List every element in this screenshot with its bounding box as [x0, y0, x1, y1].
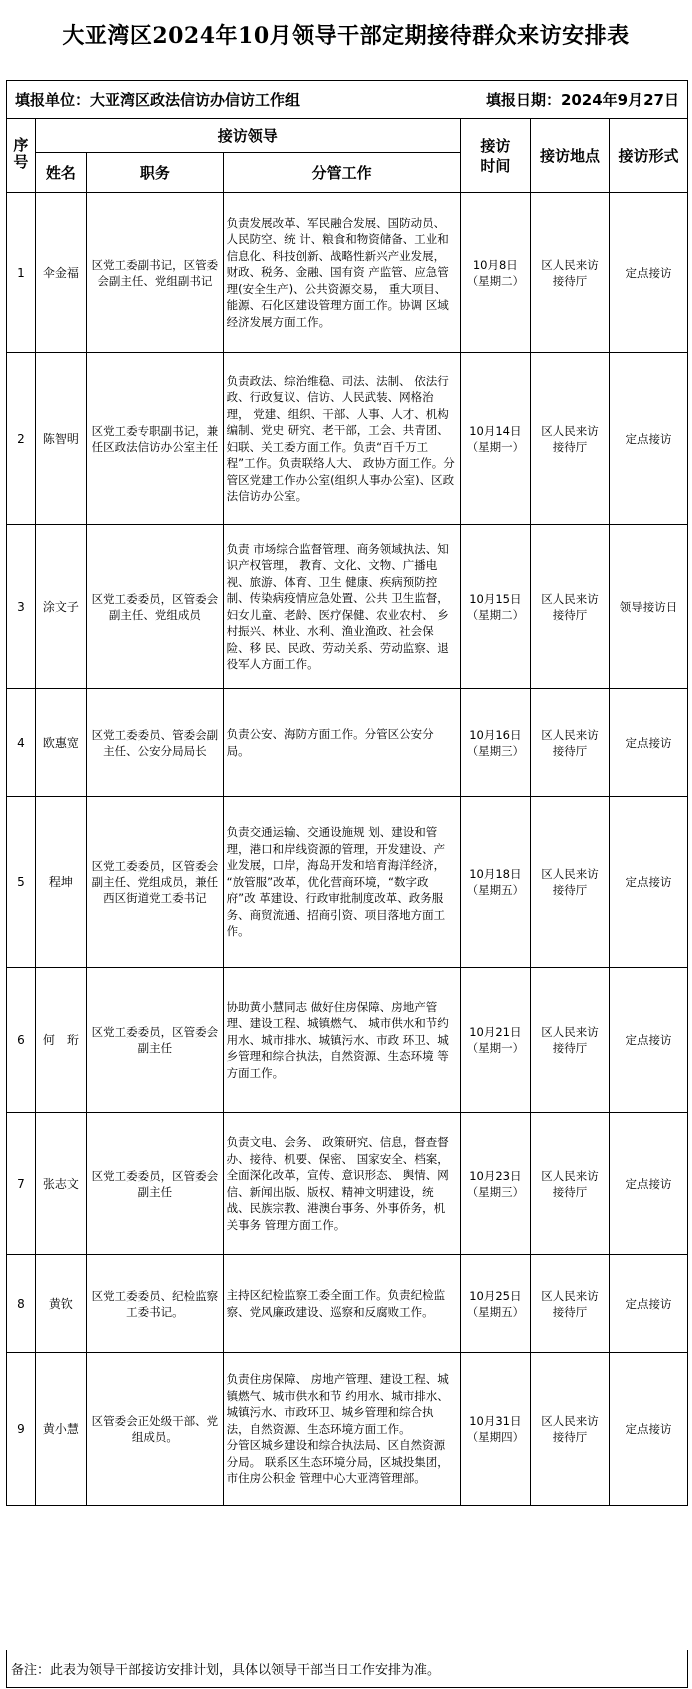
header-index: 序号 — [7, 119, 36, 193]
visit-place: 区人民来访接待厅 — [531, 1353, 610, 1506]
footnote: 备注：此表为领导干部接访安排计划，具体以领导干部当日工作安排为准。 — [6, 1650, 688, 1688]
leader-name: 何 珩 — [35, 968, 86, 1113]
leader-position: 区管委会正处级干部、党组成员。 — [87, 1353, 224, 1506]
visit-form: 定点接访 — [610, 968, 688, 1113]
leader-name: 伞金福 — [35, 193, 86, 353]
visit-time: 10月8日（星期二） — [460, 193, 530, 353]
table-row — [7, 968, 688, 1113]
leader-position: 区党工委专职副书记，兼任区政法信访办公室主任 — [87, 353, 224, 525]
table-row — [7, 1255, 688, 1353]
duty-description: 负责交通运输、交通设施规 划、建设和管理，港口和岸线资源的管理，开发建设、产业发展，口岸，海岛开发和培育海洋经济， “放管服”改革，优化营商环境，“数字政府”改 革建设、行政审批制度改革、政务服务、商贸流通、招商引资、项目落地方面工作。 — [223, 797, 460, 968]
visit-time: 10月31日（星期四） — [460, 1353, 530, 1506]
visit-form: 定点接访 — [610, 1353, 688, 1506]
leader-position: 区党工委委员，区管委会副主任、党组成员，兼任西区街道党工委书记 — [87, 797, 224, 968]
visit-time: 10月16日（星期三） — [460, 689, 530, 797]
page-title: 大亚湾区2024年10月领导干部定期接待群众来访安排表 — [62, 22, 630, 49]
table-row — [7, 525, 688, 689]
visit-place: 区人民来访接待厅 — [531, 689, 610, 797]
visit-place: 区人民来访接待厅 — [531, 1255, 610, 1353]
row-index: 3 — [7, 525, 36, 689]
duty-description: 负责公安、海防方面工作。分管区公安分局。 — [223, 689, 460, 797]
leader-position: 区党工委委员，区管委会副主任 — [87, 1113, 224, 1255]
leader-name: 张志文 — [35, 1113, 86, 1255]
row-index: 2 — [7, 353, 36, 525]
visit-time: 10月25日（星期五） — [460, 1255, 530, 1353]
header-leader-group: 接访领导 — [35, 119, 460, 153]
leader-position: 区党工委委员，区管委会副主任、党组成员 — [87, 525, 224, 689]
row-index: 1 — [7, 193, 36, 353]
header-place: 接访地点 — [531, 119, 610, 193]
row-index: 5 — [7, 797, 36, 968]
leader-name: 涂文子 — [35, 525, 86, 689]
report-unit: 填报单位：大亚湾区政法信访办信访工作组 — [15, 91, 301, 109]
header-position: 职务 — [87, 153, 224, 193]
leader-position: 区党工委委员、管委会副主任、公安分局局长 — [87, 689, 224, 797]
duty-description: 协助黄小慧同志 做好住房保障、房地产管理、建设工程、城镇燃气、 城市供水和节约用水、城市排水、城镇污水、市政 环卫、城乡管理和综合执法，自然资源、生态环境 等方面工作。 — [223, 968, 460, 1113]
visit-place: 区人民来访接待厅 — [531, 525, 610, 689]
visit-form: 定点接访 — [610, 1113, 688, 1255]
leader-name: 黄小慧 — [35, 1353, 86, 1506]
visit-time: 10月18日（星期五） — [460, 797, 530, 968]
visit-form: 定点接访 — [610, 797, 688, 968]
duty-description: 负责 市场综合监督管理、商务领域执法、知识产权管理， 教育、文化、文物、广播电视、旅游、体育、卫生 健康、疾病预防控制、传染病疫情应急处置、公共 卫生监督，妇女儿童、老龄、医疗保健、农业农村、 乡村振兴、林业、水利、渔业渔政、社会保险、移 民、民政、劳动关系、劳动监察、退役军人方面工作。 — [223, 525, 460, 689]
table-row — [7, 1113, 688, 1255]
visit-form: 定点接访 — [610, 353, 688, 525]
visit-time: 10月14日（星期一） — [460, 353, 530, 525]
duty-description: 负责政法、综治维稳、司法、法制、 依法行政、行政复议、信访、人民武装、网格治理， 党建、组织、干部、人事、人才、机构编制、党史 研究、老干部，工会、共青团、妇联、关工委方面工作。负责“百千万工程”工作。负责联络人大、 政协方面工作。分管区党建工作办公室(组织人事办公室)、区政 法信访办公室。 — [223, 353, 460, 525]
table-row — [7, 797, 688, 968]
table-row — [7, 1353, 688, 1506]
visit-form: 定点接访 — [610, 1255, 688, 1353]
visit-place: 区人民来访接待厅 — [531, 353, 610, 525]
schedule-table — [6, 118, 688, 1506]
visit-time: 10月21日（星期一） — [460, 968, 530, 1113]
table-row — [7, 193, 688, 353]
duty-description: 负责文电、会务、 政策研究、信息，督查督办、接待、机要、保密、 国家安全、档案，全面深化改革，宣传、意识形态、 舆情、网信、新闻出版、版权、精神文明建设，统 战、民族宗教、港澳台事务、外事侨务，机关事务 管理方面工作。 — [223, 1113, 460, 1255]
visit-form: 定点接访 — [610, 689, 688, 797]
row-index: 8 — [7, 1255, 36, 1353]
row-index: 4 — [7, 689, 36, 797]
leader-position: 区党工委委员，区管委会副主任 — [87, 968, 224, 1113]
leader-position: 区党工委委员、纪检监察工委书记。 — [87, 1255, 224, 1353]
row-index: 6 — [7, 968, 36, 1113]
leader-name: 欧惠宽 — [35, 689, 86, 797]
table-row — [7, 353, 688, 525]
visit-form: 定点接访 — [610, 193, 688, 353]
report-info-bar — [6, 80, 688, 118]
visit-time: 10月15日（星期二） — [460, 525, 530, 689]
leader-name: 程坤 — [35, 797, 86, 968]
visit-place: 区人民来访接待厅 — [531, 797, 610, 968]
leader-name: 陈智明 — [35, 353, 86, 525]
visit-time: 10月23日（星期三） — [460, 1113, 530, 1255]
header-time: 接访时间 — [460, 119, 530, 193]
header-name: 姓名 — [35, 153, 86, 193]
visit-place: 区人民来访接待厅 — [531, 193, 610, 353]
visit-form: 领导接访日 — [610, 525, 688, 689]
report-date: 填报日期：2024年9月27日 — [485, 91, 679, 109]
duty-description: 负责住房保障、 房地产管理、建设工程、城镇燃气、城市供水和节 约用水、城市排水、城镇污水、市政环卫、城乡管理和综合执法，自然资源、生态环境方面工作。 分管区城乡建设和综合执法局、区自然资源分局。 联系区生态环境分局，区城投集团，市住房公积金 管理中心大亚湾管理部。 — [223, 1353, 460, 1506]
visit-place: 区人民来访接待厅 — [531, 968, 610, 1113]
visit-place: 区人民来访接待厅 — [531, 1113, 610, 1255]
leader-position: 区党工委副书记，区管委会副主任、党组副书记 — [87, 193, 224, 353]
table-row — [7, 689, 688, 797]
leader-name: 黄钦 — [35, 1255, 86, 1353]
duty-description: 负责发展改革、军民融合发展、国防动员、人民防空、统 计、粮食和物资储备、工业和信息化、科技创新、战略性新兴产业发展，财政、税务、金融、国有资 产监管、应急管理(安全生产)、公共资源交易， 重大项目、能源、石化区建设管理方面工作。协调 区域经济发展方面工作。 — [223, 193, 460, 353]
duty-description: 主持区纪检监察工委全面工作。负责纪检监察、党风廉政建设、巡察和反腐败工作。 — [223, 1255, 460, 1353]
header-form: 接访形式 — [610, 119, 688, 193]
header-duty: 分管工作 — [223, 153, 460, 193]
row-index: 7 — [7, 1113, 36, 1255]
row-index: 9 — [7, 1353, 36, 1506]
